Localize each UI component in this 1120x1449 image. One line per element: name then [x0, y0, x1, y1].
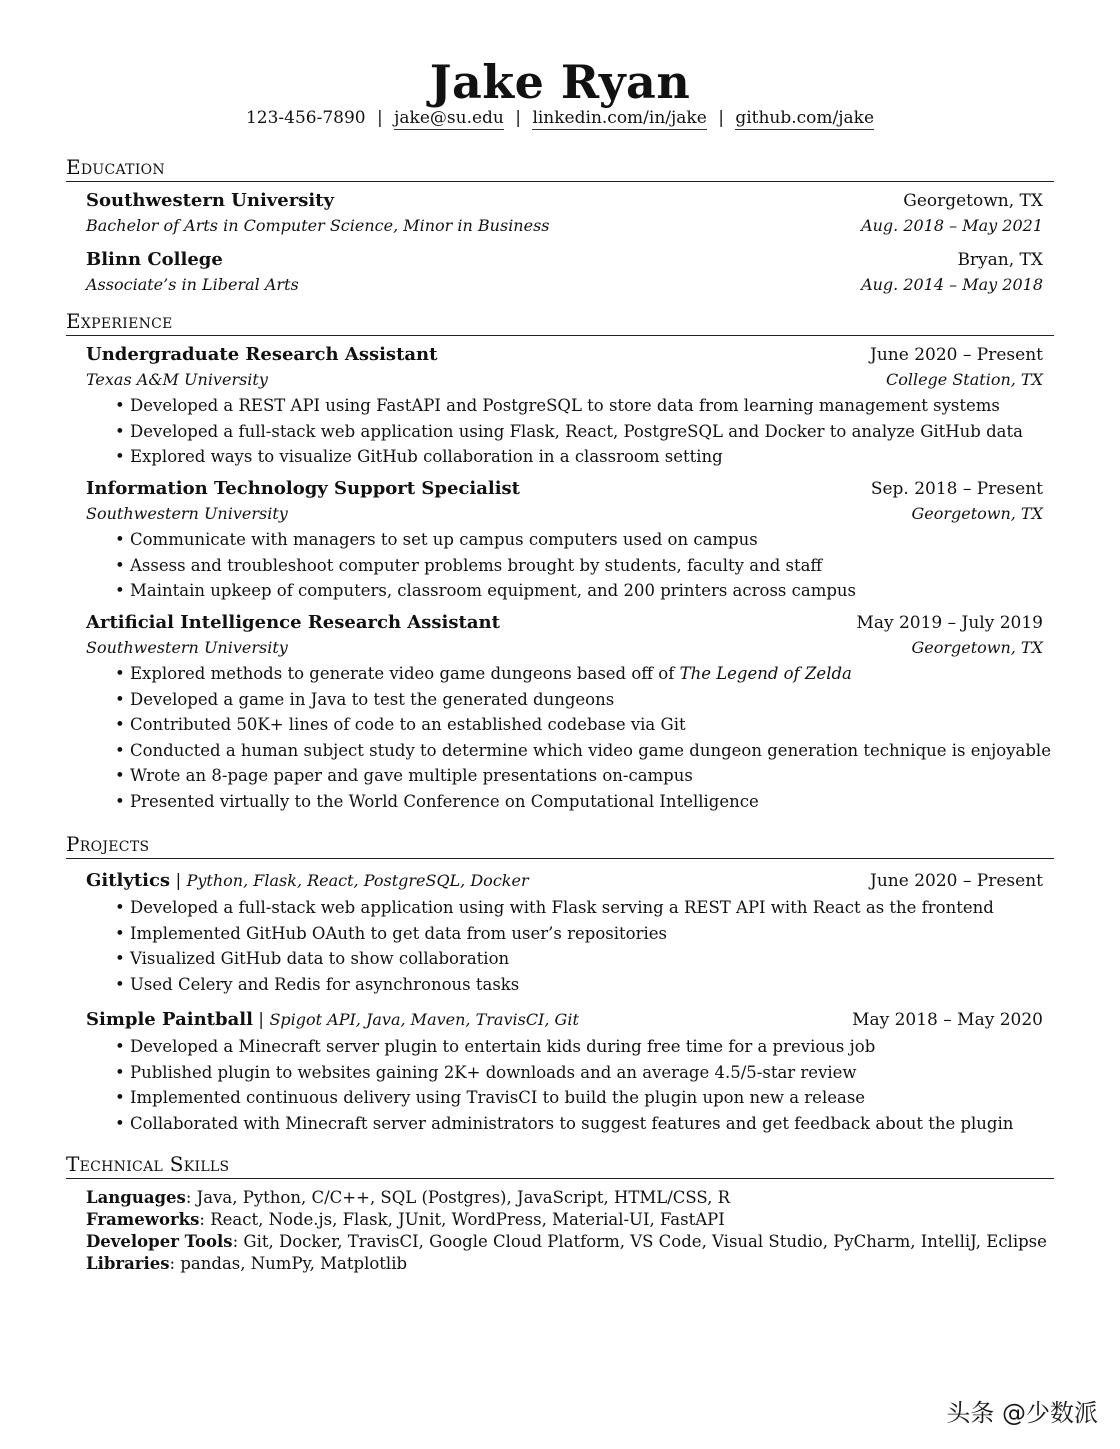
- job-dates: May 2019 – July 2019: [856, 613, 1043, 633]
- education-detail-row: [86, 214, 1043, 238]
- game-title-italic: The Legend of Zelda: [679, 664, 852, 683]
- list-item: • Developed a game in Java to test the generated dungeons: [112, 687, 1052, 713]
- list-item: • Developed a REST API using FastAPI and PostgreSQL to store data from learning management systems: [112, 393, 1052, 419]
- list-item: • Developed a full-stack web application using with Flask serving a REST API with React as the frontend: [112, 895, 1052, 921]
- job-title: Information Technology Support Specialist: [86, 478, 520, 499]
- job-title: Artificial Intelligence Research Assistant: [86, 612, 500, 633]
- list-item: • Assess and troubleshoot computer problems brought by students, faculty and staff: [112, 553, 1052, 579]
- education-detail-row: [86, 273, 1043, 297]
- email-link[interactable]: jake@su.edu: [394, 108, 504, 128]
- project-tech: Python, Flask, React, PostgreSQL, Docker: [186, 871, 529, 890]
- job-location: Georgetown, TX: [911, 638, 1043, 657]
- education-dates: Aug. 2018 – May 2021: [861, 216, 1043, 235]
- project-title-row: [86, 869, 1043, 893]
- skills-block: [86, 1187, 1047, 1275]
- skill-label: Developer Tools: [86, 1232, 233, 1251]
- section-heading-education: Education: [66, 155, 1054, 182]
- list-item: • Implemented continuous delivery using TravisCI to build the plugin upon new a release: [112, 1085, 1052, 1111]
- list-item: • Wrote an 8-page paper and gave multiple presentations on-campus: [112, 763, 1052, 789]
- school-location: Georgetown, TX: [903, 191, 1043, 211]
- phone-text: 123-456-7890: [245, 108, 366, 128]
- skill-line: [86, 1209, 1047, 1231]
- list-item: • Communicate with managers to set up campus computers used on campus: [112, 527, 1052, 553]
- education-dates: Aug. 2014 – May 2018: [861, 275, 1043, 294]
- list-item: • Maintain upkeep of computers, classroom equipment, and 200 printers across campus: [112, 578, 1052, 604]
- job-org: Southwestern University: [86, 504, 288, 523]
- job-org: Southwestern University: [86, 638, 288, 657]
- project-name: Simple Paintball: [86, 1009, 253, 1030]
- contact-separator: |: [515, 108, 522, 128]
- resume-name: Jake Ryan: [429, 55, 691, 109]
- school-name: Southwestern University: [86, 190, 334, 211]
- job-title-row: [86, 611, 1043, 635]
- skill-value: : React, Node.js, Flask, JUnit, WordPress, Material-UI, FastAPI: [199, 1210, 725, 1229]
- list-item: • Used Celery and Redis for asynchronous tasks: [112, 972, 1052, 998]
- skill-label: Languages: [86, 1188, 186, 1207]
- project-dates: June 2020 – Present: [870, 871, 1043, 891]
- section-heading-projects: Projects: [66, 832, 1054, 859]
- bullet-text: Explored methods to generate video game dungeons based off of: [130, 664, 680, 683]
- watermark-text: 头条 @少数派: [946, 1399, 1098, 1427]
- job-title: Undergraduate Research Assistant: [86, 344, 438, 365]
- project-name: Gitlytics: [86, 870, 171, 891]
- section-heading-experience: Experience: [66, 309, 1054, 336]
- job-org: Texas A&M University: [86, 370, 268, 389]
- list-item: [112, 661, 1052, 687]
- job-org-row: [86, 368, 1043, 392]
- degree-text: Bachelor of Arts in Computer Science, Minor in Business: [86, 216, 550, 235]
- education-entry-row: [86, 248, 1043, 272]
- job-title-row: [86, 477, 1043, 501]
- list-item: • Presented virtually to the World Conference on Computational Intelligence: [112, 789, 1052, 815]
- job-dates: Sep. 2018 – Present: [870, 479, 1043, 499]
- list-item: • Contributed 50K+ lines of code to an established codebase via Git: [112, 712, 1052, 738]
- list-item: • Explored ways to visualize GitHub collaboration in a classroom setting: [112, 444, 1052, 470]
- project-bullet-list: [112, 1034, 1052, 1136]
- job-bullet-list: [112, 527, 1052, 604]
- contact-separator: |: [718, 108, 724, 128]
- job-org-row: [86, 636, 1043, 660]
- section-heading-skills: Technical Skills: [66, 1152, 1054, 1179]
- project-bullet-list: [112, 895, 1052, 997]
- job-bullet-list: [112, 661, 1052, 814]
- project-heading: Gitlytics | Python, Flask, React, PostgreSQL, Docker: [86, 870, 529, 891]
- job-title-row: [86, 343, 1043, 367]
- school-name: Blinn College: [86, 249, 223, 270]
- job-bullet-list: [112, 393, 1052, 470]
- list-item: • Developed a Minecraft server plugin to entertain kids during free time for a previous job: [112, 1034, 1052, 1060]
- skill-value: : Java, Python, C/C++, SQL (Postgres), JavaScript, HTML/CSS, R: [185, 1188, 731, 1207]
- skill-line: [86, 1231, 1047, 1253]
- skill-value: : pandas, NumPy, Matplotlib: [169, 1254, 408, 1273]
- job-location: Georgetown, TX: [911, 504, 1043, 523]
- job-org-row: [86, 502, 1043, 526]
- project-title-row: [86, 1008, 1043, 1032]
- list-item: • Published plugin to websites gaining 2K+ downloads and an average 4.5/5-star review: [112, 1060, 1052, 1086]
- skill-value: : Git, Docker, TravisCI, Google Cloud Platform, VS Code, Visual Studio, PyCharm, IntelliJ, Eclipse: [232, 1232, 1047, 1251]
- list-item: • Developed a full-stack web application using Flask, React, PostgreSQL and Docker to analyze GitHub data: [112, 419, 1052, 445]
- skill-line: [86, 1253, 1047, 1275]
- project-tech: Spigot API, Java, Maven, TravisCI, Git: [269, 1010, 579, 1029]
- contact-separator: |: [377, 108, 383, 128]
- school-location: Bryan, TX: [957, 250, 1043, 270]
- contact-line: [0, 106, 1120, 130]
- project-heading: Simple Paintball | Spigot API, Java, Maven, TravisCI, Git: [86, 1009, 579, 1030]
- list-item: • Implemented GitHub OAuth to get data from user’s repositories: [112, 921, 1052, 947]
- linkedin-link[interactable]: linkedin.com/in/jake: [532, 108, 707, 128]
- skill-line: [86, 1187, 1047, 1209]
- project-dates: May 2018 – May 2020: [852, 1010, 1043, 1030]
- education-entry-row: [86, 189, 1043, 213]
- job-location: College Station, TX: [885, 370, 1043, 389]
- list-item: • Conducted a human subject study to determine which video game dungeon generation technique is enjoyable: [112, 738, 1052, 764]
- list-item: • Collaborated with Minecraft server administrators to suggest features and get feedback about the plugin: [112, 1111, 1052, 1137]
- job-dates: June 2020 – Present: [870, 345, 1043, 365]
- degree-text: Associate’s in Liberal Arts: [86, 275, 299, 294]
- skill-label: Frameworks: [86, 1210, 200, 1229]
- list-item: • Visualized GitHub data to show collaboration: [112, 946, 1052, 972]
- skill-label: Libraries: [86, 1254, 170, 1273]
- github-link[interactable]: github.com/jake: [735, 108, 875, 128]
